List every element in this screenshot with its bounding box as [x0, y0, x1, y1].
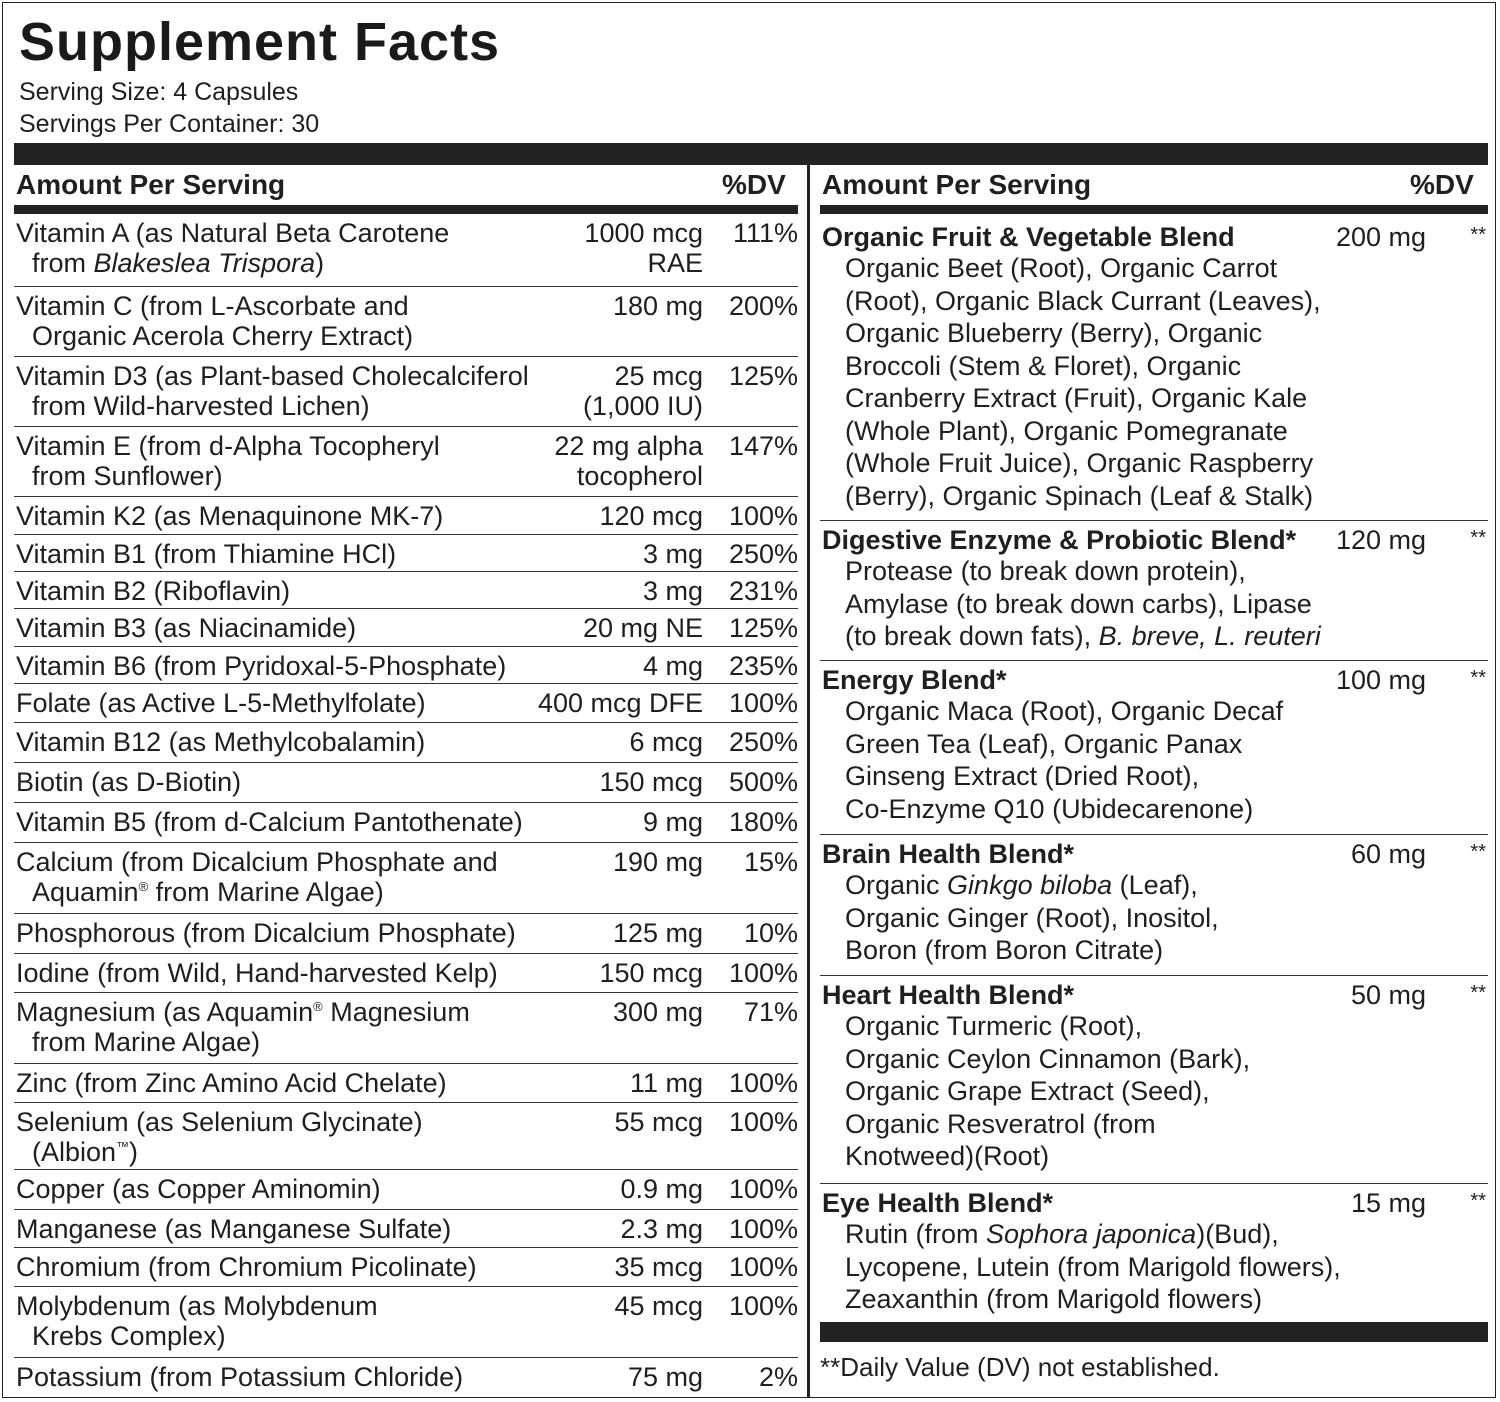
blend-name: Organic Fruit & Vegetable Blend: [822, 222, 1235, 252]
blend-name: Heart Health Blend*: [822, 980, 1075, 1010]
left-header-rule: [14, 205, 798, 214]
nutrient-name-line2: [16, 391, 564, 421]
ingredient-line: [845, 317, 1375, 350]
nutrient-name: [16, 958, 564, 988]
blend-ingredients: [845, 1010, 1375, 1173]
ingredient-line: [845, 869, 1375, 902]
nutrient-name-line: Vitamin C (from L-Ascorbate and: [16, 291, 409, 321]
nutrient-dv: 250%: [728, 727, 798, 757]
nutrient-name-line: Copper (as Copper Aminomin): [16, 1174, 381, 1204]
nutrient-amount-line: 11 mg: [629, 1068, 703, 1098]
blend-amount: 15 mg: [1350, 1188, 1426, 1218]
ingredient-line: [845, 934, 1375, 967]
trademark-mark: ™: [116, 1139, 130, 1154]
ingredient-text: Green Tea (Leaf), Organic Panax: [845, 728, 1243, 759]
nutrient-dv: 100%: [728, 1174, 798, 1204]
ingredient-text: Protease (to break down protein),: [845, 556, 1246, 586]
ingredient-line: [845, 588, 1375, 621]
nutrient-name-line: Vitamin B3 (as Niacinamide): [16, 613, 357, 643]
nutrient-name: [16, 1291, 564, 1351]
nutrient-name-line2: [16, 877, 564, 907]
blend-dv: **: [1470, 667, 1486, 689]
nutrient-amount-line: 3 mg: [642, 539, 703, 569]
ingredient-line: [845, 620, 1375, 653]
ingredient-text: Organic Resveratrol (from: [845, 1108, 1156, 1139]
nutrient-name: [16, 918, 564, 948]
ingredient-line: [845, 793, 1375, 826]
nutrient-name: [16, 1252, 564, 1282]
nutrient-dv: 100%: [728, 501, 798, 531]
nutrient-name-line: Phosphorous (from Dicalcium Phosphate): [16, 918, 516, 948]
ingredient-text: (Leaf),: [1112, 870, 1198, 900]
registered-mark: ®: [313, 999, 323, 1014]
nutrient-name: [16, 1107, 564, 1167]
blend-row: [820, 521, 1488, 661]
nutrient-dv: 100%: [728, 688, 798, 718]
nutrient-name: [16, 847, 564, 907]
nutrient-amount-line: 150 mcg: [599, 767, 703, 797]
nutrient-row: [14, 684, 798, 723]
nutrient-amount: [483, 1252, 703, 1282]
nutrient-name-line: Vitamin E (from d-Alpha Tocopheryl: [16, 431, 440, 461]
nutrient-amount: [483, 807, 703, 837]
nutrient-row: [14, 609, 798, 647]
nutrient-dv: 180%: [728, 807, 798, 837]
ingredient-line: [845, 1283, 1375, 1316]
nutrient-dv: 2%: [758, 1362, 798, 1392]
nutrient-dv: 125%: [728, 613, 798, 643]
nutrient-dv: 100%: [728, 1068, 798, 1098]
nutrient-name-line: Zinc (from Zinc Amino Acid Chelate): [16, 1068, 447, 1098]
nutrient-amount-line: 1000 mcg: [584, 218, 703, 248]
ingredient-line: [845, 1010, 1375, 1043]
nutrient-amount: [483, 1362, 703, 1392]
nutrient-dv: 111%: [732, 218, 798, 248]
ingredient-text: Organic Blueberry (Berry), Organic: [845, 318, 1263, 348]
nutrient-name-line2: [16, 461, 564, 491]
nutrient-amount: [483, 613, 703, 643]
nutrient-amount-unit: (1,000 IU): [582, 391, 703, 421]
nutrient-name: [16, 807, 564, 837]
blend-row: [820, 976, 1488, 1184]
nutrient-amount: [483, 688, 703, 718]
nutrient-name-line2-text: Krebs Complex): [32, 1321, 226, 1351]
nutrient-name: [16, 1174, 564, 1204]
nutrient-dv: 200%: [728, 291, 798, 321]
left-dv-header: %DV: [722, 169, 786, 200]
right-amount-header: Amount Per Serving: [822, 169, 1092, 200]
ingredient-line: [845, 1251, 1375, 1284]
nutrient-amount-line: 22 mg alpha: [554, 431, 703, 461]
nutrient-row: [14, 1358, 798, 1396]
nutrient-amount: [483, 576, 703, 606]
nutrient-row: [14, 1248, 798, 1287]
nutrient-amount-line: 2.3 mg: [620, 1214, 703, 1244]
page-title: Supplement Facts: [19, 12, 501, 72]
nutrient-row: [14, 497, 798, 535]
nutrient-name: [16, 576, 564, 606]
ingredient-line: [845, 382, 1375, 415]
blend-name: Energy Blend*: [822, 665, 1007, 695]
nutrient-amount-line: 120 mcg: [599, 501, 703, 531]
nutrient-name-line2-text: from: [32, 248, 94, 278]
nutrient-source-italic: Blakeslea Trispora: [93, 248, 316, 278]
ingredient-text: Zeaxanthin (from Marigold flowers): [845, 1284, 1263, 1314]
trademark-mark: ®: [138, 879, 149, 894]
blend-amount: 200 mg: [1335, 222, 1426, 252]
nutrient-amount-line: 4 mg: [642, 651, 703, 681]
nutrient-amount: [483, 1107, 703, 1137]
nutrient-name-line: Iodine (from Wild, Hand-harvested Kelp): [16, 958, 498, 988]
nutrient-dv: 147%: [728, 431, 798, 461]
footer-bar: [820, 1322, 1488, 1342]
nutrient-amount-line: 35 mcg: [614, 1252, 703, 1282]
nutrient-amount-line: 400 mcg DFE: [537, 688, 703, 718]
nutrient-name-line: Vitamin K2 (as Menaquinone MK-7): [16, 501, 444, 531]
blend-ingredients: [845, 555, 1375, 653]
nutrient-amount-line: 190 mg: [612, 847, 703, 877]
ingredient-text: (Berry), Organic Spinach (Leaf & Stalk): [845, 480, 1314, 511]
nutrient-name-line: Vitamin B1 (from Thiamine HCl): [16, 539, 397, 569]
nutrient-amount: [483, 361, 703, 421]
ingredient-line: [845, 695, 1375, 728]
nutrient-name: [16, 767, 564, 797]
nutrient-name-line: Vitamin B12 (as Methylcobalamin): [16, 727, 426, 757]
nutrient-amount-unit: RAE: [647, 248, 703, 278]
ingredient-text: Organic Grape Extract (Seed),: [845, 1076, 1210, 1106]
nutrient-dv: 100%: [728, 1291, 798, 1321]
nutrient-row: [14, 763, 798, 803]
nutrient-amount: [483, 1068, 703, 1098]
nutrient-dv: 231%: [728, 576, 798, 606]
blend-ingredients: [845, 252, 1375, 512]
nutrient-amount: [483, 501, 703, 531]
nutrient-name-line2: [16, 321, 564, 351]
nutrient-dv: 100%: [728, 958, 798, 988]
probiotic-strains: B. breve, L. reuteri: [1098, 621, 1321, 651]
nutrient-amount-unit: tocopherol: [576, 461, 703, 491]
nutrient-name: [16, 997, 564, 1057]
ingredient-text: (Root), Organic Black Currant (Leaves),: [845, 285, 1321, 316]
nutrient-name: [16, 613, 564, 643]
blend-amount: 120 mg: [1335, 525, 1426, 555]
blend-dv: **: [1470, 841, 1486, 863]
nutrient-row: [14, 357, 798, 427]
right-header-rule: [820, 205, 1488, 214]
nutrient-name-line2-text: from Sunflower): [32, 461, 223, 491]
nutrient-amount-line: 300 mg: [612, 997, 703, 1027]
ingredient-text: )(Bud),: [1196, 1219, 1279, 1249]
nutrient-row: [14, 1064, 798, 1103]
nutrient-row: [14, 427, 798, 497]
ingredient-text: Amylase (to break down carbs), Lipase: [845, 588, 1312, 619]
header-bar: [14, 143, 1488, 165]
nutrient-dv: 235%: [728, 651, 798, 681]
nutrient-amount: [483, 1214, 703, 1244]
ingredient-text: Organic Maca (Root), Organic Decaf: [845, 696, 1284, 726]
nutrient-row: [14, 1287, 798, 1358]
nutrient-name-line: Calcium (from Dicalcium Phosphate and: [16, 847, 498, 877]
nutrient-name-line: Vitamin B6 (from Pyridoxal-5-Phosphate): [16, 651, 507, 681]
ingredient-line: [845, 285, 1375, 318]
ingredient-line: [845, 728, 1375, 761]
nutrient-name-line: Vitamin B5 (from d-Calcium Pantothenate): [16, 807, 523, 837]
nutrient-name: [16, 218, 564, 278]
nutrient-name: [16, 361, 564, 421]
ingredient-line: [845, 1075, 1375, 1108]
ingredient-line: [845, 1043, 1375, 1076]
nutrient-amount-line: 20 mg NE: [582, 613, 703, 643]
nutrient-name: [16, 291, 564, 351]
ingredient-line: [845, 760, 1375, 793]
nutrient-row: [14, 843, 798, 914]
nutrient-amount: [483, 918, 703, 948]
ingredient-line: [845, 1140, 1375, 1173]
nutrient-name-line2-text: from Wild-harvested Lichen): [32, 391, 370, 421]
nutrient-name: [16, 651, 564, 681]
nutrient-name-line: Vitamin B2 (Riboflavin): [16, 576, 291, 606]
serving-size: Serving Size: 4 Capsules: [19, 78, 299, 106]
nutrient-name: [16, 539, 564, 569]
ingredient-line: [845, 480, 1375, 513]
blend-ingredients: [845, 695, 1375, 825]
nutrient-name-line: Chromium (from Chromium Picolinate): [16, 1252, 477, 1282]
nutrient-row: [14, 954, 798, 993]
nutrient-name-line: Selenium (as Selenium Glycinate): [16, 1107, 423, 1137]
ingredient-line: [845, 1218, 1375, 1251]
nutrient-amount-line: 45 mcg: [614, 1291, 703, 1321]
nutrient-amount: [483, 651, 703, 681]
blend-name: Brain Health Blend*: [822, 839, 1075, 869]
nutrient-name-line: Manganese (as Manganese Sulfate): [16, 1214, 452, 1244]
nutrient-amount: [483, 291, 703, 321]
nutrient-row: [14, 1103, 798, 1170]
nutrient-name-line2: [16, 1321, 564, 1351]
nutrient-amount-line: 180 mg: [612, 291, 703, 321]
blend-ingredients: [845, 1218, 1375, 1316]
nutrient-amount: [483, 958, 703, 988]
nutrient-amount: [483, 218, 703, 278]
nutrient-row: [14, 993, 798, 1064]
ingredient-text: Knotweed)(Root): [845, 1141, 1050, 1171]
blend-dv: **: [1470, 982, 1486, 1004]
nutrient-name-line: Biotin (as D-Biotin): [16, 767, 242, 797]
nutrient-name: [16, 727, 564, 757]
nutrient-amount-line: 3 mg: [642, 576, 703, 606]
nutrient-amount: [483, 997, 703, 1027]
ingredient-text: (Whole Fruit Juice), Organic Raspberry: [845, 448, 1314, 478]
nutrient-amount: [483, 1174, 703, 1204]
nutrient-row: [14, 572, 798, 609]
footnote: **Daily Value (DV) not established.: [820, 1352, 1220, 1382]
nutrient-dv: 100%: [728, 1214, 798, 1244]
left-amount-header: Amount Per Serving: [16, 169, 286, 200]
ingredient-text: Rutin (from: [845, 1219, 987, 1249]
nutrient-amount-line: 55 mcg: [614, 1107, 703, 1137]
blend-amount: 60 mg: [1350, 839, 1426, 869]
ingredient-line: [845, 252, 1375, 285]
nutrient-amount-line: 150 mcg: [599, 958, 703, 988]
ingredient-text: Organic Beet (Root), Organic Carrot: [845, 253, 1278, 283]
blend-amount: 100 mg: [1335, 665, 1426, 695]
ingredient-line: [845, 555, 1375, 588]
ingredient-text: Co-Enzyme Q10 (Ubidecarenone): [845, 793, 1254, 824]
nutrient-name-line2-text: Aquamin: [32, 877, 139, 907]
blend-amount: 50 mg: [1350, 980, 1426, 1010]
nutrient-amount-line: 75 mg: [627, 1362, 703, 1392]
ingredient-text: Organic Turmeric (Root),: [845, 1011, 1143, 1041]
nutrient-name: [16, 1068, 564, 1098]
nutrient-dv: 100%: [728, 1252, 798, 1282]
blend-name: Digestive Enzyme & Probiotic Blend*: [822, 525, 1297, 555]
nutrient-amount-line: 9 mg: [642, 807, 703, 837]
nutrient-row: [14, 1210, 798, 1248]
nutrient-amount: [483, 1291, 703, 1321]
nutrient-name: [16, 501, 564, 531]
blend-row: [820, 835, 1488, 976]
servings-per-container: Servings Per Container: 30: [19, 110, 320, 138]
nutrient-name-line2-end: ): [315, 248, 325, 278]
ingredient-text: Boron (from Boron Citrate): [845, 935, 1164, 965]
nutrient-name-line2-text: Organic Acerola Cherry Extract): [32, 321, 414, 351]
nutrient-name-line2-end: ): [129, 1137, 139, 1167]
ingredient-text: Broccoli (Stem & Floret), Organic: [845, 350, 1242, 381]
nutrient-name-line: Molybdenum (as Molybdenum: [16, 1291, 378, 1321]
blend-dv: **: [1470, 527, 1486, 549]
nutrient-name-end: Magnesium: [322, 997, 470, 1027]
nutrient-name: [16, 688, 564, 718]
nutrient-dv: 71%: [743, 997, 798, 1027]
nutrient-name-line: Vitamin A (as Natural Beta Carotene: [16, 218, 450, 248]
blend-ingredients: [845, 869, 1375, 967]
nutrient-amount-line: 6 mcg: [629, 727, 703, 757]
nutrient-row: [14, 723, 798, 763]
column-divider: [807, 165, 810, 1398]
ingredient-line: [845, 415, 1375, 448]
blend-row: [820, 218, 1488, 521]
ingredient-italic: Ginkgo biloba: [947, 870, 1113, 900]
nutrient-row: [14, 1170, 798, 1210]
ingredient-italic: Sophora japonica: [986, 1219, 1197, 1249]
ingredient-text: Organic Ginger (Root), Inositol,: [845, 902, 1219, 933]
nutrient-name-line2: [16, 1027, 564, 1057]
nutrient-row: [14, 914, 798, 954]
nutrient-name-line2: [16, 248, 564, 278]
nutrient-row: [14, 287, 798, 357]
ingredient-text: Ginseng Extract (Dried Root),: [845, 761, 1200, 791]
nutrient-name: [16, 1214, 564, 1244]
ingredient-text: Organic: [845, 870, 948, 900]
right-dv-header: %DV: [1410, 169, 1474, 200]
nutrient-amount: [483, 431, 703, 491]
nutrient-row: [14, 803, 798, 843]
nutrient-row: [14, 535, 798, 572]
nutrient-dv: 250%: [728, 539, 798, 569]
nutrient-row: [14, 214, 798, 287]
blend-row: [820, 1184, 1488, 1320]
ingredient-line: [845, 902, 1375, 935]
nutrient-amount-line: 25 mcg: [614, 361, 703, 391]
nutrient-name-line: Potassium (from Potassium Chloride): [16, 1362, 464, 1392]
blend-dv: **: [1470, 1190, 1486, 1212]
blend-row: [820, 661, 1488, 835]
ingredient-text: Organic Ceylon Cinnamon (Bark),: [845, 1043, 1251, 1074]
nutrient-amount: [483, 767, 703, 797]
nutrient-name: [16, 1362, 564, 1392]
ingredient-text: Lycopene, Lutein (from Marigold flowers),: [845, 1251, 1341, 1282]
ingredient-line: [845, 1108, 1375, 1141]
nutrient-name-line: Magnesium (as Aquamin: [16, 997, 314, 1027]
nutrient-dv: 500%: [728, 767, 798, 797]
nutrient-dv: 100%: [728, 1107, 798, 1137]
ingredient-text: (Whole Plant), Organic Pomegranate: [845, 415, 1288, 446]
blend-name: Eye Health Blend*: [822, 1188, 1054, 1218]
nutrient-name-line2-text: from Marine Algae): [32, 1027, 261, 1057]
ingredient-line: [845, 350, 1375, 383]
nutrient-name-line: Folate (as Active L-5-Methylfolate): [16, 688, 426, 718]
nutrient-amount-line: 125 mg: [612, 918, 703, 948]
nutrient-dv: 15%: [743, 847, 798, 877]
ingredient-text: Cranberry Extract (Fruit), Organic Kale: [845, 383, 1308, 413]
blend-dv: **: [1470, 224, 1486, 246]
ingredient-line: [845, 447, 1375, 480]
nutrient-amount-line: 0.9 mg: [620, 1174, 703, 1204]
nutrient-row: [14, 647, 798, 684]
nutrient-amount: [483, 847, 703, 877]
ingredient-text: (to break down fats),: [845, 621, 1099, 651]
nutrient-name: [16, 431, 564, 491]
nutrient-dv: 10%: [743, 918, 798, 948]
nutrient-name-line2-end: from Marine Algae): [148, 877, 384, 907]
nutrient-name-line2: [16, 1137, 564, 1167]
nutrient-amount: [483, 539, 703, 569]
nutrient-amount: [483, 727, 703, 757]
nutrient-name-line2-text: (Albion: [32, 1137, 117, 1167]
nutrient-dv: 125%: [728, 361, 798, 391]
nutrient-name-line: Vitamin D3 (as Plant-based Cholecalciferol: [16, 361, 529, 391]
